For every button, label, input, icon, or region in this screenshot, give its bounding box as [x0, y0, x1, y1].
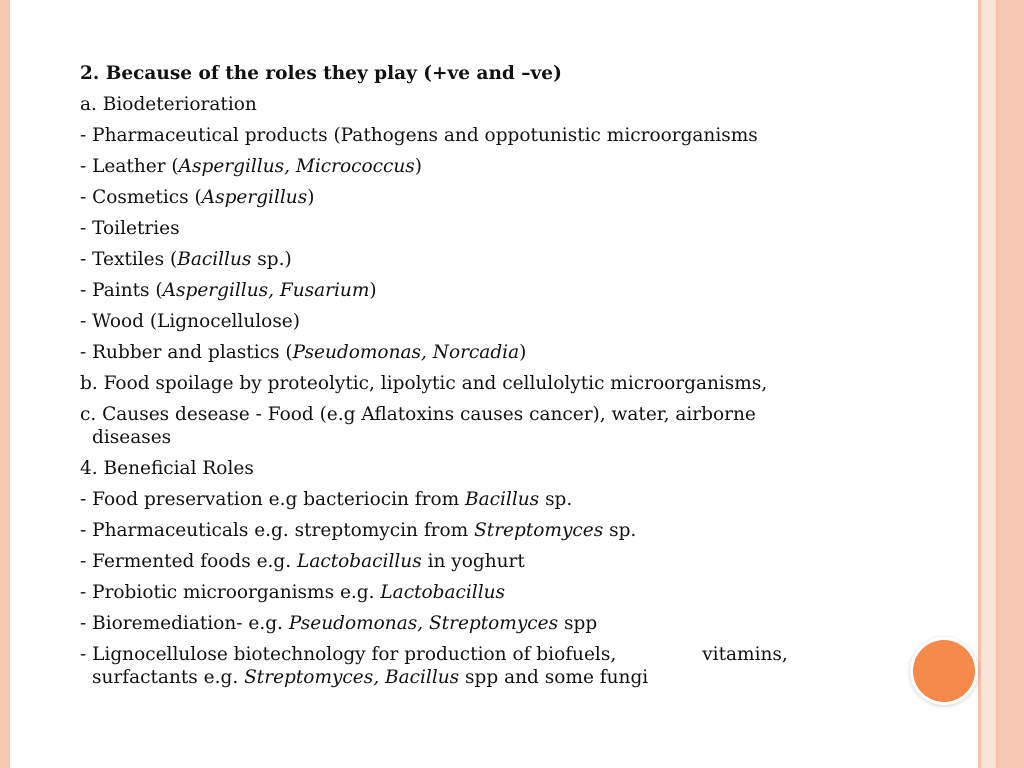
right-stripe-2 — [981, 0, 996, 768]
list-item: - Food preservation e.g bacteriocin from Bacillus sp. — [80, 489, 573, 510]
list-item: - Wood (Lignocellulose) — [80, 311, 300, 332]
section-b-text: b. Food spoilage by proteolytic, lipolytic and cellulolytic microorganisms, — [80, 373, 768, 394]
list-item: - Paints (Aspergillus, Fusarium) — [80, 280, 377, 301]
list-item: - Pharmaceutical products (Pathogens and oppotunistic microorganisms — [80, 125, 758, 146]
list-item: - Cosmetics (Aspergillus) — [80, 187, 315, 208]
slide-body — [80, 58, 840, 693]
list-item: - Probiotic microorganisms e.g. Lactobacillus — [80, 582, 506, 603]
right-stripe-4 — [999, 0, 1024, 768]
section-a-heading: a. Biodeterioration — [80, 94, 257, 115]
right-border-stripes — [978, 0, 1024, 768]
list-item: - Bioremediation- e.g. Pseudomonas, Streptomyces spp — [80, 613, 598, 634]
section-4-heading: 4. Beneficial Roles — [80, 458, 254, 479]
list-item: - Leather (Aspergillus, Micrococcus) — [80, 156, 422, 177]
list-item: - Toiletries — [80, 218, 180, 239]
list-item: - Textiles (Bacillus sp.) — [80, 249, 292, 270]
list-item: - Fermented foods e.g. Lactobacillus in yoghurt — [80, 551, 525, 572]
lignocellulose-item: - Lignocellulose biotechnology for production of biofuels, vitamins, surfactants e.g. Streptomyces, Bacillus spp and some fungi — [80, 644, 788, 688]
list-item: - Rubber and plastics (Pseudomonas, Norcadia) — [80, 342, 527, 363]
slide-heading: 2. Because of the roles they play (+ve and –ve) — [80, 63, 562, 84]
left-border-stripe — [0, 0, 10, 768]
section-c-text: c. Causes desease - Food (e.g Aflatoxins causes cancer), water, airborne diseases — [80, 404, 756, 448]
list-item: - Pharmaceuticals e.g. streptomycin from Streptomyces sp. — [80, 520, 637, 541]
decorative-orange-circle — [913, 640, 975, 702]
